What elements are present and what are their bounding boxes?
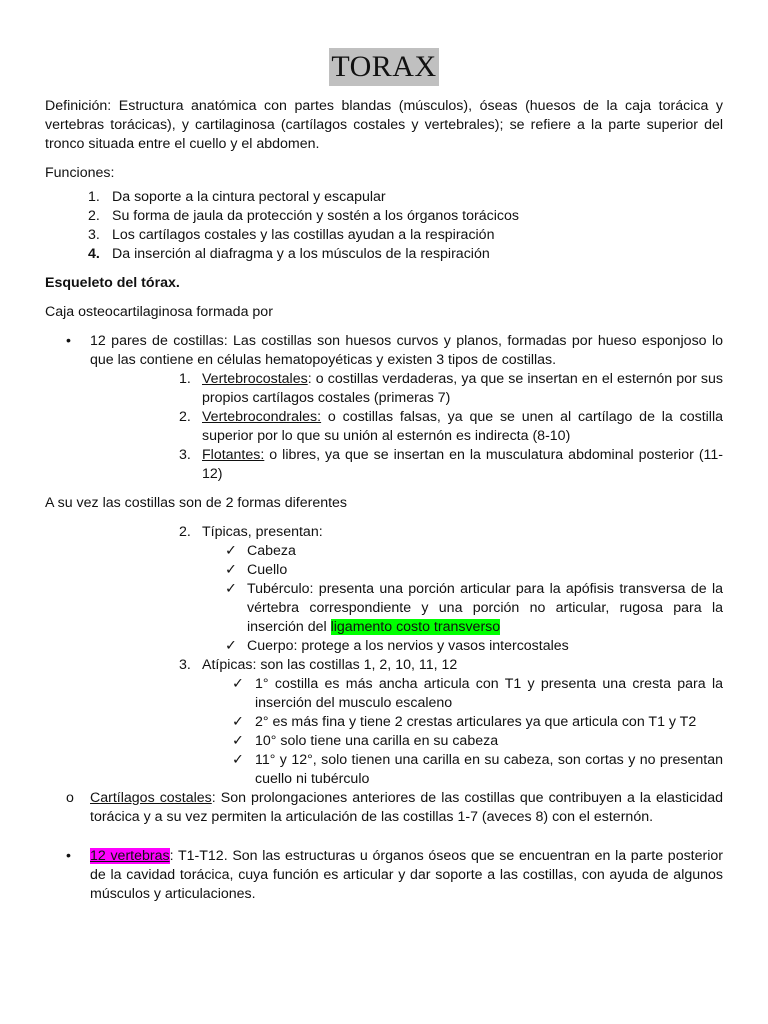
atypical-check-item [45,751,723,789]
ribs-text: 12 pares de costillas: Las costillas son huesos curvos y planos, formadas por hueso esponjoso lo que las contiene en células hematopoyéticas y existen 3 tipos de costillas. [90,333,723,368]
list-number: 3. [179,657,191,673]
bullet-mark: • [66,848,71,864]
rib-type-item [45,408,723,446]
highlighted-term: ligamento costo transverso [330,619,501,635]
check-text: 11° y 12°, solo tienen una carilla en su cabeza, son cortas y no presentan cuello ni tubérculo [255,752,723,787]
cartilage-term: Cartílagos costales [90,790,212,806]
list-number: 1. [179,371,191,387]
atypical-check-item [45,675,723,713]
list-item [45,245,723,264]
list-item [45,226,723,245]
vertebrae-bullet-item [45,847,723,904]
title-wrapper [45,48,723,88]
checkmark-icon: ✓ [232,733,244,749]
checkmark-icon: ✓ [232,714,244,730]
check-text: Cuerpo: protege a los nervios y vasos intercostales [247,638,569,654]
atypical-heading-item [45,656,723,675]
list-item [45,207,723,226]
checkmark-icon: ✓ [232,752,244,768]
list-number: 2. [88,208,100,224]
list-number: 3. [179,447,191,463]
checkmark-icon: ✓ [225,581,237,597]
rib-type-text: o costillas verdaderas, ya que se insertan en el esternón por sus propios cartílagos costales (primeras 7) [202,371,723,406]
ribs-bullet-item [45,332,723,370]
list-number: 1. [88,189,100,205]
functions-list [45,188,723,264]
definition-paragraph: Definición: Estructura anatómica con partes blandas (músculos), óseas (huesos de la caja torácica y vertebras torácicas), y cartilaginosa (cartílagos costales y vertebrales); se refiere a la parte superior del tronco situada entre el cuello y el abdomen. [45,98,723,152]
skeleton-intro: Caja osteocartilaginosa formada por [45,304,273,320]
rib-type-text: o libres, ya que se insertan en la musculatura abdominal posterior (11-12) [202,447,723,482]
list-text: Da inserción al diafragma y a los músculos de la respiración [112,246,490,262]
bullet-mark: • [66,333,71,349]
list-text: Su forma de jaula da protección y sostén a los órganos torácicos [112,208,519,224]
typical-heading-item [45,523,723,542]
cartilage-bullet-item [45,789,723,827]
rib-type-term: Flotantes: [202,447,265,463]
list-text: Da soporte a la cintura pectoral y escapular [112,189,386,205]
document-page [45,48,723,904]
checkmark-icon: ✓ [225,543,237,559]
atypical-check-item [45,732,723,751]
rib-type-item [45,446,723,484]
cartilage-text: : Son prolongaciones anteriores de las costillas que contribuyen a la elasticidad torácica y a su vez permiten la articulación de las costillas 1-7 (aveces 8) con el esternón. [90,790,723,825]
list-item [45,188,723,207]
check-text: 2° es más fina y tiene 2 crestas articulares ya que articula con T1 y T2 [255,714,697,730]
check-text: Cuello [247,562,288,578]
rib-type-term: Vertebrocostales [202,371,308,387]
rib-type-term: Vertebrocondrales: [202,409,322,425]
typical-check-item [45,561,723,580]
rib-type-item [45,370,723,408]
list-text: Los cartílagos costales y las costillas ayudan a la respiración [112,227,495,243]
typical-check-item [45,542,723,561]
bullet-mark: o [66,790,74,806]
check-text: 1° costilla es más ancha articula con T1 y presenta una cresta para la inserción del musculo escaleno [255,676,723,711]
rib-type-sep: : [307,371,312,387]
check-text: Tubérculo: presenta una porción articular para la apófisis transversa de la vértebra correspondiente y una porción no articular, rugosa para la inserción del [247,581,723,635]
list-number: 2. [179,409,191,425]
atypical-heading: Atípicas: son las costillas 1, 2, 10, 11, 12 [202,657,458,673]
check-text: Cabeza [247,543,296,559]
list-number: 4. [88,246,100,262]
typical-check-item [45,637,723,656]
check-text: 10° solo tiene una carilla en su cabeza [255,733,499,749]
typical-heading: Típicas, presentan: [202,524,323,540]
atypical-check-item [45,713,723,732]
list-number: 3. [88,227,100,243]
vertebrae-text: : T1-T12. Son las estructuras u órganos óseos que se encuentran en la parte posterior de la cavidad torácica, cuya función es articular y dar soporte a las costillas, con ayuda de algunos músculos y articulaciones. [90,848,723,902]
functions-heading: Funciones: [45,165,115,181]
list-number: 2. [179,524,191,540]
checkmark-icon: ✓ [232,676,244,692]
checkmark-icon: ✓ [225,562,237,578]
vertebrae-term: 12 vertebras [90,848,170,864]
checkmark-icon: ✓ [225,638,237,654]
forms-intro: A su vez las costillas son de 2 formas diferentes [45,495,348,511]
typical-check-item [45,580,723,637]
page-title: TORAX [329,48,438,86]
skeleton-heading: Esqueleto del tórax. [45,275,180,291]
rib-type-text: o costillas falsas, ya que se unen al cartílago de la costilla superior por lo que su unión al esternón es indirecta (8-10) [202,409,723,444]
